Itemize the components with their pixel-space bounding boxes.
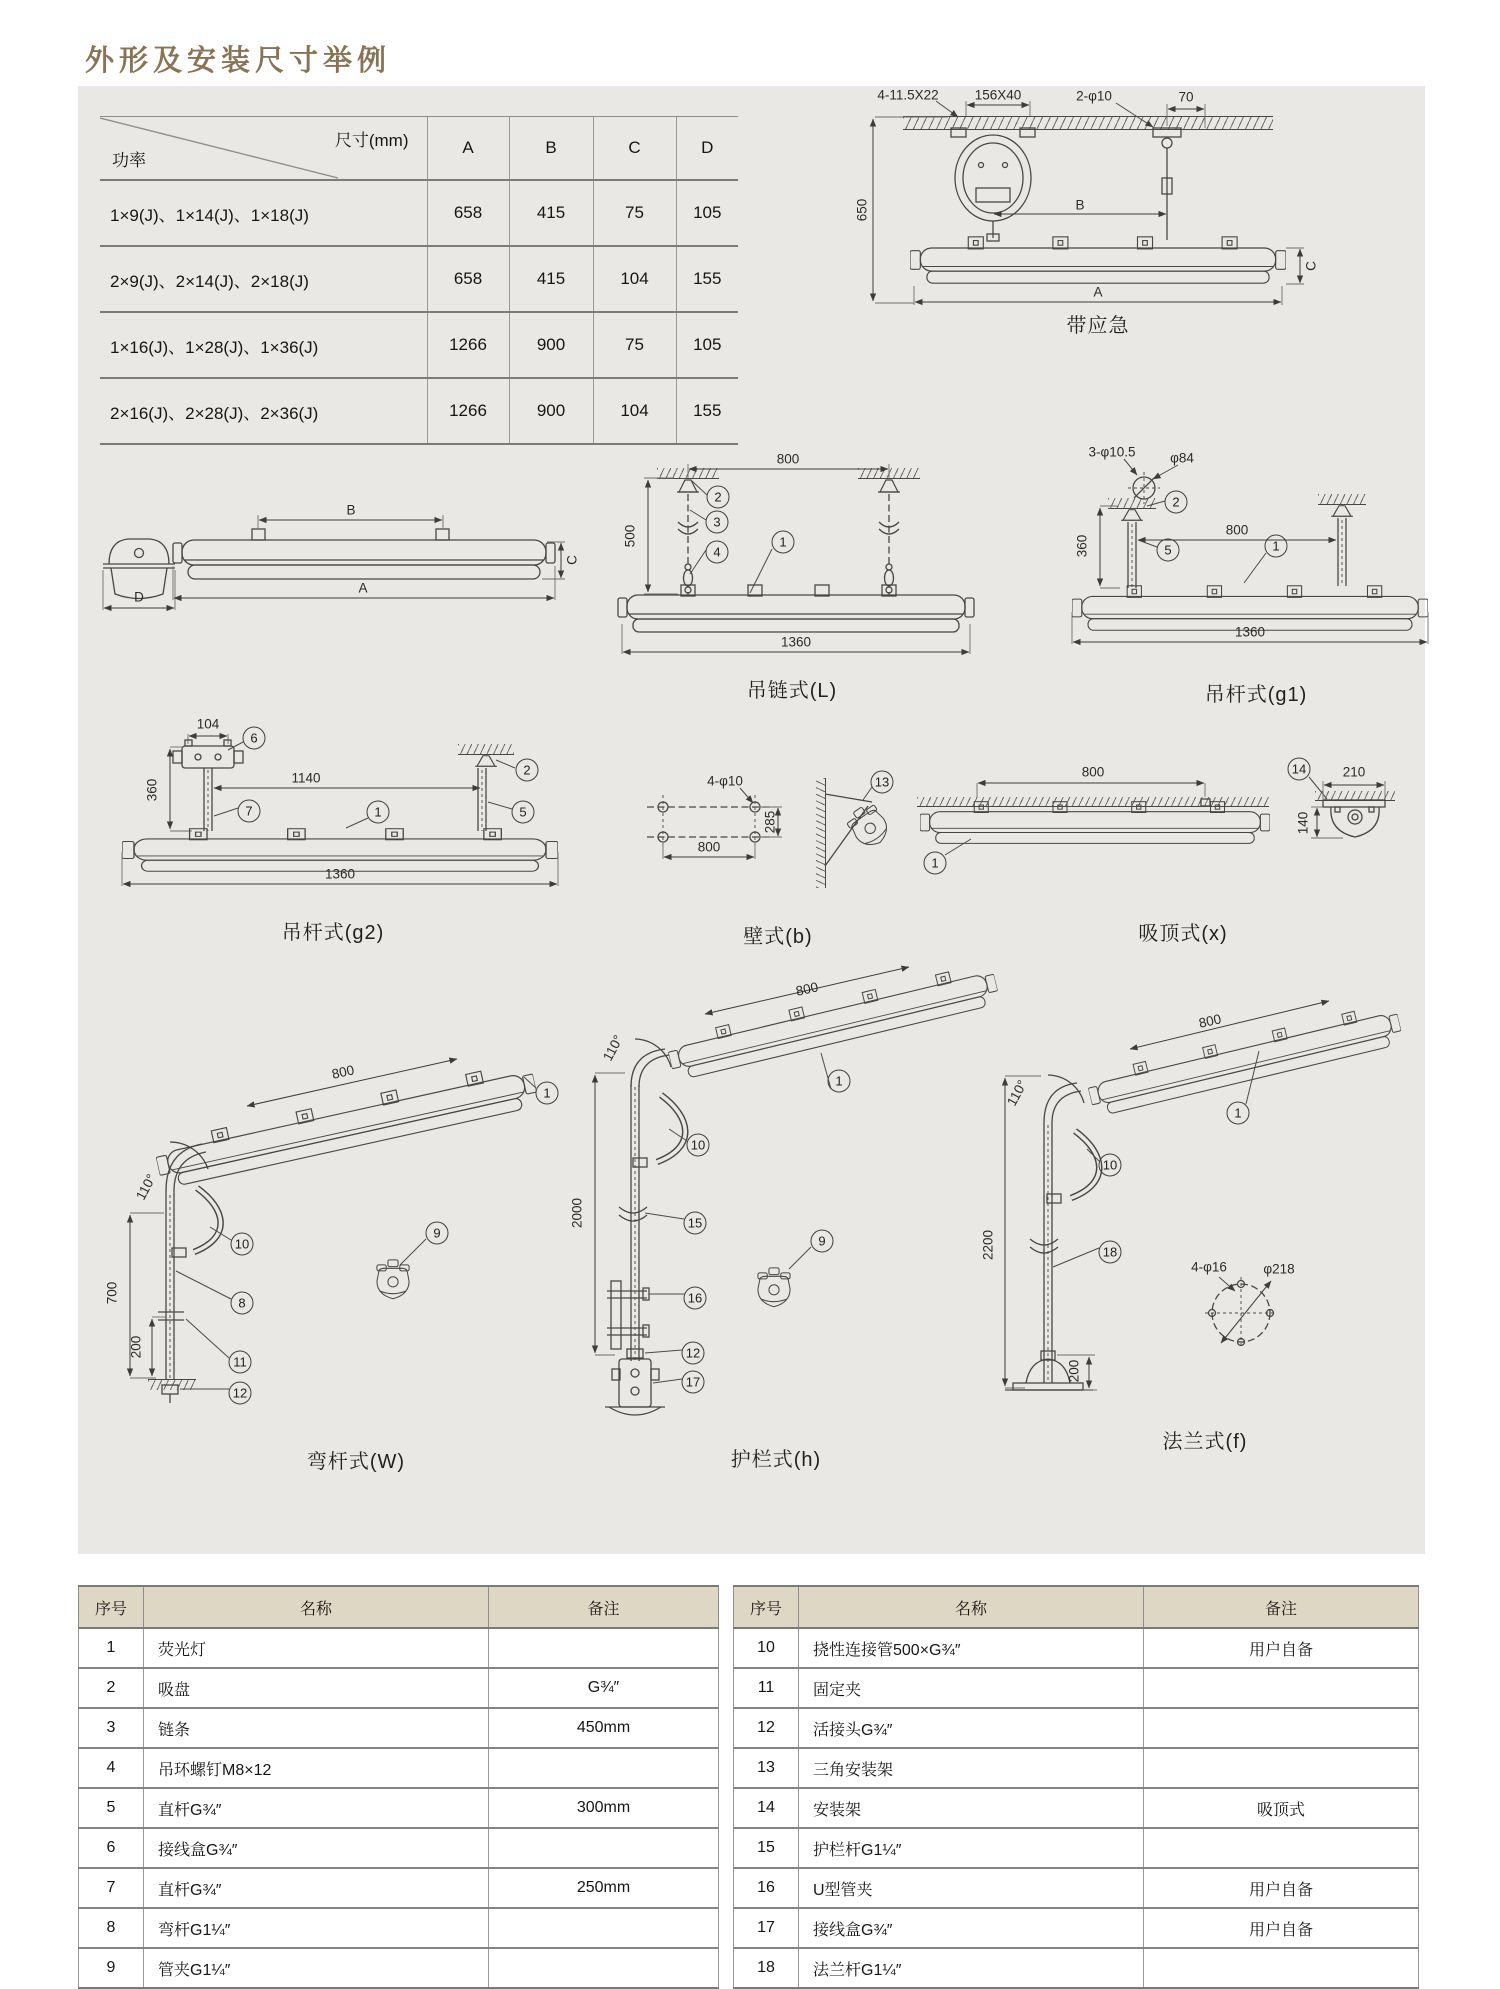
cell-note: 吸顶式 [1144,1788,1419,1828]
cell-name: 三角安装架 [799,1748,1144,1788]
cell-no: 17 [734,1908,799,1948]
header-note: 备注 [489,1586,719,1628]
cell-name: 链条 [144,1708,489,1748]
diagonal-header-cell [100,117,427,181]
callout-12: 12 [682,1342,705,1365]
dim-holes: 3-φ10.5 [1088,444,1136,460]
callout-11: 11 [229,1351,252,1374]
col-header-d: D [676,117,738,181]
callout-1: 1 [828,1070,851,1093]
cell-name: 法兰杆G1¼″ [799,1948,1144,1988]
cell-no: 12 [734,1708,799,1748]
cell-note: 用户自备 [1144,1868,1419,1908]
dim-height: 2000 [569,1197,585,1229]
dim-vpitch: 285 [762,810,778,834]
table-row [79,1668,719,1708]
figure-flange [980,955,1425,1480]
col-header-b: B [509,117,593,181]
table-row [79,1828,719,1868]
dim-angle: 110° [1004,1077,1030,1109]
cell-note [1144,1668,1419,1708]
callout-1: 1 [1265,535,1288,558]
callout-2: 2 [516,759,539,782]
header-name: 名称 [144,1586,489,1628]
table-row [79,1628,719,1668]
cell-no: 15 [734,1828,799,1868]
dim-length: 1360 [780,634,812,650]
figure-caption: 吊杆式(g1) [1204,684,1308,706]
cell-name: 吊环螺钉M8×12 [144,1748,489,1788]
cell-b: 415 [509,180,593,246]
callout-2: 2 [707,486,730,509]
callout-1: 1 [772,531,795,554]
dim-span: 800 [794,979,820,999]
dim-slot: 4-11.5X22 [877,87,939,103]
cell-note: 300mm [489,1788,719,1828]
cell-name: 挠性连接管500×G¾″ [799,1628,1144,1668]
callout-10: 10 [1099,1154,1122,1177]
cell-a: 1266 [427,312,509,378]
cell-note [1144,1828,1419,1868]
cell-note: G¾″ [489,1668,719,1708]
dim-height: 700 [104,1281,120,1305]
cell-a: 1266 [427,378,509,444]
cell-no: 10 [734,1628,799,1668]
callout-1: 1 [536,1082,559,1105]
cell-no: 3 [79,1708,144,1748]
callout-18: 18 [1099,1241,1122,1264]
cell-name: U型管夹 [799,1868,1144,1908]
callout-8: 8 [231,1292,254,1315]
dimension-table [100,116,738,445]
callout-3: 3 [706,511,729,534]
cell-name: 吸盘 [144,1668,489,1708]
table-row [100,180,738,246]
dim-hpitch: 800 [697,839,721,855]
cell-d: 155 [676,378,738,444]
dim-drop: 360 [144,778,160,802]
dim-dia: φ84 [1170,450,1194,466]
table-header-row [100,117,738,181]
figure-caption: 法兰式(f) [1162,1431,1248,1453]
table-row [734,1788,1419,1828]
table-row [734,1868,1419,1908]
cell-b: 415 [509,246,593,312]
chain-drawing [600,448,1070,698]
callout-2: 2 [1165,491,1188,514]
dim-length: A [1093,284,1103,300]
cell-note: 250mm [489,1868,719,1908]
table-row [734,1828,1419,1868]
cell-d: 155 [676,246,738,312]
dim-span: 800 [1081,764,1105,780]
dim-span: 1140 [291,770,321,786]
cell-c: 75 [593,180,676,246]
callout-9: 9 [811,1230,834,1253]
cell-note: 450mm [489,1708,719,1748]
cell-note [489,1628,719,1668]
figure-wall [620,760,920,950]
cell-name: 活接头G¾″ [799,1708,1144,1748]
rail-drawing [555,955,1025,1480]
cell-c: 104 [593,246,676,312]
dim-length: A [358,580,368,596]
cell-name: 接线盒G¾″ [144,1828,489,1868]
cell-power: 1×9(J)、1×14(J)、1×18(J) [100,180,427,246]
cell-name: 直杆G¾″ [144,1868,489,1908]
cell-no: 6 [79,1828,144,1868]
cell-a: 658 [427,246,509,312]
callout-5: 5 [512,801,535,824]
cell-note [1144,1948,1419,1988]
cell-power: 2×9(J)、2×14(J)、2×18(J) [100,246,427,312]
figure-caption: 护栏式(h) [730,1449,822,1471]
figure-emergency [848,87,1368,337]
dim-drop: 360 [1074,534,1090,558]
flange-drawing [985,955,1425,1480]
dim-span: 800 [1197,1011,1223,1031]
callout-14: 14 [1288,758,1311,781]
callout-17: 17 [682,1371,705,1394]
header-name: 名称 [799,1586,1144,1628]
figure-caption: 吊链式(L) [746,680,838,702]
col-header-a: A [427,117,509,181]
figure-rail [555,955,1025,1480]
dim-embed: 200 [1066,1359,1082,1383]
figure-chain [600,448,1070,702]
callout-16: 16 [684,1287,707,1310]
table-row [100,312,738,378]
dim-length: 1360 [324,866,356,882]
cell-name: 弯杆G1¼″ [144,1908,489,1948]
figure-bent [100,955,580,1480]
dim-angle: 110° [600,1032,626,1064]
dim-depth: C [1303,261,1319,271]
dim-holes: 4-φ10 [707,773,743,789]
dim-angle: 110° [133,1171,159,1203]
cell-note [489,1748,719,1788]
bent-drawing [100,955,580,1480]
dim-span: 800 [1225,522,1249,538]
callout-1: 1 [1227,1102,1250,1125]
callout-9: 9 [426,1222,449,1245]
cell-d: 105 [676,312,738,378]
cell-no: 5 [79,1788,144,1828]
table-row [79,1948,719,1988]
callout-12: 12 [229,1382,252,1405]
figure-caption: 壁式(b) [743,926,813,948]
corner-label-power: 功率 [112,151,146,170]
cell-no: 18 [734,1948,799,1988]
dim-height: 2200 [980,1229,996,1261]
cell-b: 900 [509,312,593,378]
corner-label-size: 尺寸(mm) [334,131,409,150]
page-title: 外形及安装尺寸举例 [85,45,392,77]
dim-holes: 4-φ16 [1191,1259,1227,1275]
dim-span: B [346,502,356,518]
cell-power: 2×16(J)、2×28(J)、2×36(J) [100,378,427,444]
cell-name: 安装架 [799,1788,1144,1828]
callout-13: 13 [871,771,894,794]
cell-no: 7 [79,1868,144,1908]
emergency-drawing [848,88,1368,333]
cell-a: 658 [427,180,509,246]
figure-caption: 带应急 [1066,315,1130,337]
cell-no: 2 [79,1668,144,1708]
figure-caption: 弯杆式(W) [306,1451,406,1473]
cell-no: 16 [734,1868,799,1908]
dim-height: 650 [854,198,870,222]
table-row [734,1748,1419,1788]
parts-table-left [78,1585,719,1989]
table-row [79,1908,719,1948]
profile-drawing [95,500,585,625]
table-row [79,1868,719,1908]
table-row [79,1788,719,1828]
cell-c: 104 [593,378,676,444]
callout-5: 5 [1157,539,1180,562]
cell-name: 管夹G1¼″ [144,1948,489,1988]
cell-no: 14 [734,1788,799,1828]
cell-name: 直杆G¾″ [144,1788,489,1828]
figure-caption: 吊杆式(g2) [281,922,385,944]
table-row [734,1628,1419,1668]
cell-note [1144,1708,1419,1748]
cell-note [489,1948,719,1988]
cell-no: 4 [79,1748,144,1788]
cell-name: 固定夹 [799,1668,1144,1708]
cell-power: 1×16(J)、1×28(J)、1×36(J) [100,312,427,378]
table-row [79,1748,719,1788]
table-row [734,1908,1419,1948]
dim-width: D [134,589,144,605]
dim-height: 140 [1295,811,1311,835]
dim-offset: 70 [1178,89,1194,105]
cell-d: 105 [676,180,738,246]
figure-ceiling [915,755,1400,950]
cell-no: 11 [734,1668,799,1708]
cell-note: 用户自备 [1144,1908,1419,1948]
dim-width: 210 [1342,764,1366,780]
cell-no: 1 [79,1628,144,1668]
cell-c: 75 [593,312,676,378]
dim-span: 800 [776,451,800,467]
cell-note [1144,1748,1419,1788]
dim-length: 1360 [1234,624,1266,640]
dim-holes: 2-φ10 [1076,88,1112,104]
callout-1: 1 [367,801,390,824]
callout-10: 10 [687,1134,710,1157]
callout-15: 15 [684,1212,707,1235]
callout-4: 4 [706,541,729,564]
dim-embed: 200 [128,1335,144,1359]
cell-note [489,1828,719,1868]
dim-width: 104 [196,716,220,732]
cell-name: 接线盒G¾″ [799,1908,1144,1948]
figure-profile [95,500,585,625]
callout-10: 10 [231,1233,254,1256]
dim-depth: C [564,555,580,565]
table-row [79,1708,719,1748]
col-header-c: C [593,117,676,181]
dim-plate: 156X40 [974,87,1022,103]
cell-no: 13 [734,1748,799,1788]
table-row [100,378,738,444]
header-no: 序号 [734,1586,799,1628]
cell-note [489,1908,719,1948]
cell-b: 900 [509,378,593,444]
callout-7: 7 [238,800,261,823]
header-note: 备注 [1144,1586,1419,1628]
table-row [734,1948,1419,1988]
cell-no: 9 [79,1948,144,1988]
g1-drawing [1060,440,1450,708]
dim-span: B [1075,197,1085,213]
cell-note: 用户自备 [1144,1628,1419,1668]
parts-table-right [733,1585,1419,1989]
figure-caption: 吸顶式(x) [1138,923,1228,945]
dim-dia: φ218 [1263,1261,1295,1277]
callout-1: 1 [924,852,947,875]
cell-name: 护栏杆G1¼″ [799,1828,1144,1868]
table-row [734,1708,1419,1748]
header-no: 序号 [79,1586,144,1628]
table-row [100,246,738,312]
figure-g1 [1060,440,1450,708]
cell-no: 8 [79,1908,144,1948]
table-header-row [79,1586,719,1628]
callout-6: 6 [243,727,266,750]
table-row [734,1668,1419,1708]
table-header-row [734,1586,1419,1628]
cell-name: 荧光灯 [144,1628,489,1668]
dim-drop: 500 [622,524,638,548]
dim-span: 800 [330,1062,356,1082]
figure-g2 [100,700,580,955]
